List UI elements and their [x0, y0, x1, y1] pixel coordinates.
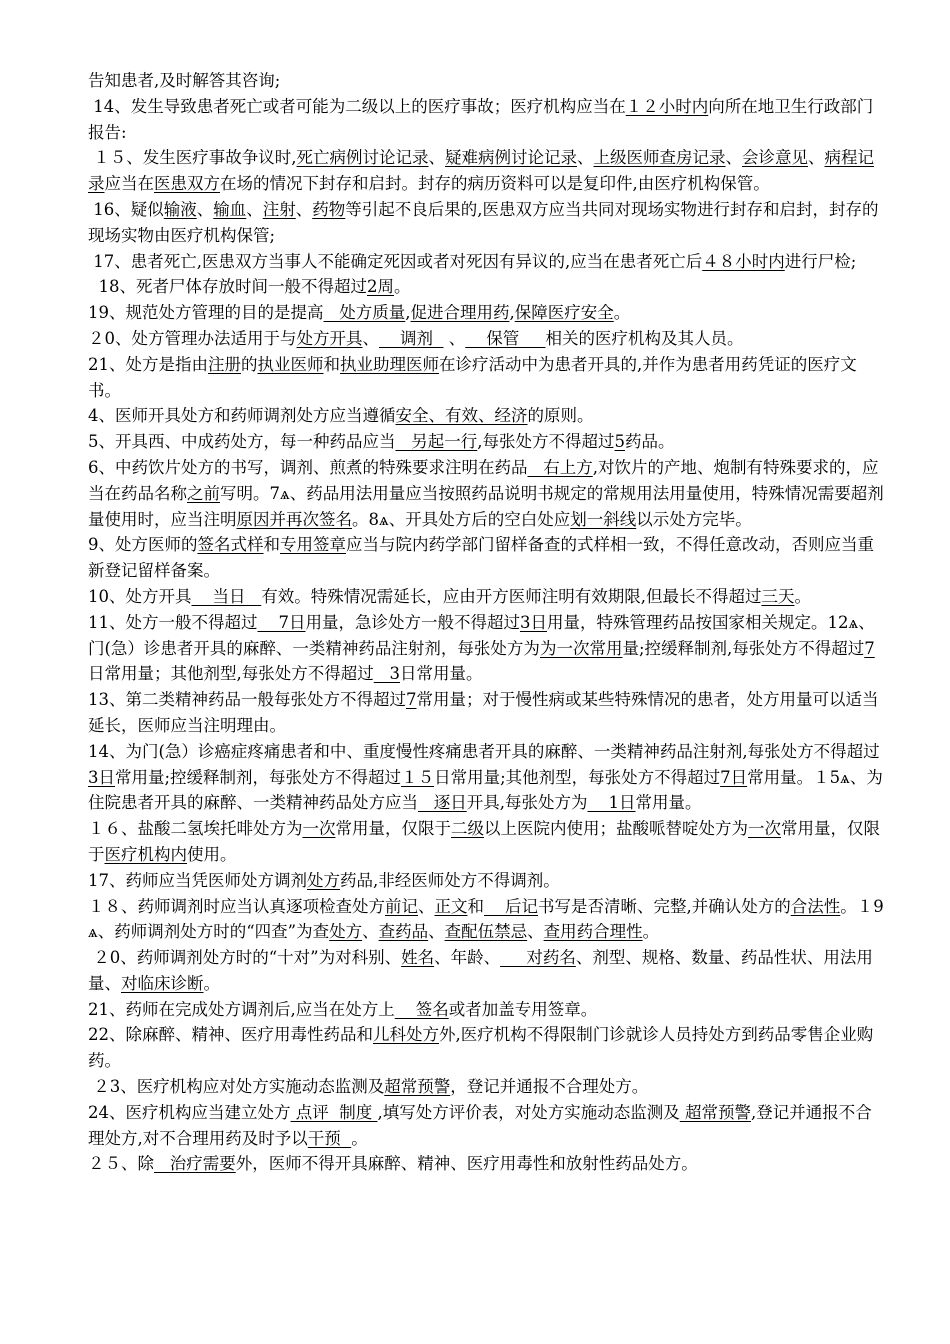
- document-paragraph: [88, 1074, 888, 1100]
- underlined-answer: 处方: [307, 870, 340, 890]
- underlined-answer: 保障医疗安全: [514, 303, 614, 323]
- text-run: 在场的情况下封存和启封。封存的病历资料可以是复印件,由医疗机构保管。: [220, 174, 770, 194]
- underlined-answer: 7日: [720, 767, 748, 787]
- underlined-answer: 专用签章: [280, 535, 346, 555]
- text-run: ２0、处方管理办法适用于与: [88, 328, 297, 348]
- underlined-answer: 注射: [262, 199, 296, 219]
- text-run: 。: [794, 586, 811, 606]
- text-run: 常用量，仅限于: [335, 819, 451, 839]
- document-paragraph: [88, 455, 888, 532]
- text-run: 24、医疗机构应当建立处方: [88, 1102, 291, 1122]
- text-run: 22、除麻醉、精神、医疗用毒性药品和: [88, 1025, 373, 1045]
- text-run: ,: [405, 303, 411, 323]
- text-run: 。１9ѧ、药师调剂处方时的“四查”为查: [88, 896, 884, 942]
- text-run: 、: [295, 199, 313, 219]
- text-run: 11、处方一般不得超过: [88, 612, 258, 632]
- text-run: 、: [362, 922, 379, 942]
- document-paragraph: [88, 68, 888, 94]
- text-run: 21、药师在完成处方调剂后,应当在处方上: [88, 999, 395, 1019]
- underlined-answer: 划一斜线: [570, 509, 637, 529]
- text-run: 14、发生导致患者死亡或者可能为二级以上的医疗事故；医疗机构应当在: [88, 96, 626, 116]
- text-run: 6、中药饮片处方的书写，调剂、煎煮的特殊要求注明在药品: [88, 457, 528, 477]
- text-run: 。: [613, 303, 631, 323]
- text-run: 。: [351, 1128, 368, 1148]
- underlined-answer: 签名式样: [197, 535, 264, 555]
- document-paragraph: [88, 868, 888, 894]
- document-page: [88, 68, 888, 1177]
- underlined-answer: 促进合理用药: [410, 303, 510, 323]
- underlined-answer: 查配伍禁忌: [444, 922, 528, 942]
- underlined-answer: 1日: [587, 793, 636, 813]
- document-paragraph: [88, 197, 888, 249]
- underlined-answer: 另起一行: [395, 432, 478, 452]
- text-run: 相关的医疗机构及其人员。: [545, 328, 744, 348]
- underlined-answer: 保管: [465, 328, 546, 348]
- underlined-answer: 7: [864, 638, 875, 658]
- text-run: 日常用量。: [399, 664, 483, 684]
- document-paragraph: [88, 403, 888, 429]
- underlined-answer: 上级医师查房记录: [593, 148, 726, 168]
- document-paragraph: [88, 429, 888, 455]
- underlined-answer: 输血: [213, 199, 247, 219]
- text-run: 和: [263, 535, 280, 555]
- text-run: 、剂型、规格、数量、药品性状、用法用量、: [88, 948, 873, 993]
- text-run: １５、发生医疗事故争议时,: [88, 148, 297, 168]
- document-paragraph: [88, 326, 888, 352]
- text-run: 用量，特殊管理药品按国家相关规定。12ѧ、门(急）诊患者开具的麻醉、一类精神药品注射剂，每张处方为: [88, 612, 875, 658]
- text-run: 17、药师应当凭医师处方调剂: [88, 870, 307, 890]
- underlined-answer: 处方: [329, 922, 363, 942]
- text-run: 外，医师不得开具麻醉、精神、医疗用毒性和放射性药品处方。: [235, 1154, 698, 1174]
- underlined-answer: 儿科处方: [373, 1025, 439, 1045]
- text-run: 、: [527, 922, 544, 942]
- underlined-answer: 3日: [88, 767, 115, 787]
- text-run: 使用。: [187, 844, 237, 864]
- text-run: 、: [808, 148, 825, 168]
- text-run: 、: [418, 896, 435, 916]
- text-run: 和: [323, 354, 340, 374]
- text-run: 21、处方是指由: [88, 354, 208, 374]
- text-run: 量;控缓释制剂,每张处方不得超过: [622, 638, 865, 658]
- text-run: 在诊疗活动中为患者开具的,并作为患者用药凭证的医疗文书。: [88, 354, 857, 400]
- underlined-answer: 2周: [367, 277, 394, 297]
- document-paragraph: [88, 94, 888, 146]
- text-run: 应当与院内药学部门留样备查的式样相一致，不得任意改动，否则应当重新登记留样备案。: [88, 535, 874, 581]
- document-paragraph: [88, 300, 888, 326]
- document-paragraph: [88, 532, 888, 584]
- underlined-answer: 原因并再次签名: [236, 509, 352, 529]
- underlined-answer: 正文: [434, 896, 468, 916]
- text-run: 。: [203, 973, 220, 993]
- text-run: 18、死者尸体存放时间一般不得超过: [88, 277, 367, 297]
- text-run: 、: [725, 148, 742, 168]
- underlined-answer: 3日: [519, 612, 547, 632]
- text-run: 向所在地卫生行政部门报告:: [88, 96, 874, 142]
- text-run: 以示处方完毕。: [636, 509, 752, 529]
- underlined-answer: 干预: [307, 1128, 352, 1148]
- text-run: 或者加盖专用签章。: [448, 999, 598, 1019]
- underlined-answer: 处方质量: [323, 303, 406, 323]
- underlined-answer: 对药名: [500, 948, 576, 968]
- underlined-answer: 疑难病例讨论记录: [445, 148, 577, 168]
- text-run: 5、开具西、中成药处方，每一种药品应当: [88, 432, 396, 452]
- underlined-answer: 合法性: [790, 896, 841, 916]
- document-paragraph: [88, 274, 888, 300]
- underlined-answer: 注册: [208, 354, 241, 374]
- underlined-answer: 药物: [312, 199, 346, 219]
- text-run: 、: [428, 148, 445, 168]
- underlined-answer: 逐日: [418, 793, 467, 813]
- text-run: 开具,每张处方为: [466, 793, 588, 813]
- text-run: ,每张处方不得超过: [477, 432, 615, 452]
- text-run: 有效。特殊情况需延长，应由开方医师注明有效期限,但最长不得超过: [261, 586, 762, 606]
- underlined-answer: 医患双方: [154, 174, 220, 194]
- underlined-answer: 前记: [385, 896, 418, 916]
- text-run: ２0、药师调剂处方时的“十对”为对科别、: [88, 948, 402, 968]
- text-run: 16、疑似: [88, 199, 164, 219]
- underlined-answer: 医疗机构内: [104, 844, 187, 864]
- document-paragraph: [88, 584, 888, 610]
- text-run: 。: [642, 922, 660, 942]
- document-paragraph: [88, 1022, 888, 1074]
- text-run: ,: [509, 303, 515, 323]
- text-run: 17、患者死亡,医患双方当事人不能确定死因或者对死因有异议的,应当在患者死亡后: [88, 251, 703, 271]
- underlined-answer: 7: [406, 690, 417, 710]
- underlined-answer: 5: [614, 432, 625, 452]
- text-run: 、: [362, 328, 379, 348]
- text-run: 等引起不良后果的,医患双方应当共同对现场实物进行封存和启封，封存的现场实物由医疗机构保管;: [88, 199, 879, 245]
- text-run: 常用量；对于慢性病或某些特殊情况的患者，处方用量可以适当延长，医师应当注明理由。: [88, 690, 879, 735]
- text-run: 。8ѧ、开具处方后的空白处应: [352, 509, 571, 529]
- text-run: 、: [577, 148, 594, 168]
- text-run: 14、为门(急）诊癌症疼痛患者和中、重度慢性疼痛患者开具的麻醉、一类精神药品注射剂,每张处方不得超过: [88, 741, 880, 761]
- text-run: 、: [246, 199, 263, 219]
- underlined-answer: 会诊意见: [742, 148, 808, 168]
- text-run: 日常用量；其他剂型,每张处方不得超过: [88, 664, 374, 684]
- text-run: 应当在: [104, 174, 154, 194]
- text-run: ,登记并通报不合理处方,对不合理用药及时予以: [88, 1102, 872, 1148]
- underlined-answer: 处方开具: [296, 328, 363, 348]
- underlined-answer: 执业助理医师: [340, 354, 439, 374]
- text-run: ，登记并通报不合理处方。: [450, 1077, 649, 1097]
- underlined-answer: 二级: [451, 819, 484, 839]
- text-run: 常用量。: [635, 793, 702, 813]
- underlined-answer: 为一次常用: [539, 638, 623, 658]
- document-paragraph: [88, 945, 888, 997]
- document-paragraph: [88, 739, 888, 816]
- text-run: １８、药师调剂时应当认真逐项检查处方: [88, 896, 385, 916]
- text-run: 4、医师开具处方和药师调剂处方应当遵循: [88, 406, 396, 426]
- underlined-answer: 之前: [187, 483, 220, 503]
- underlined-answer: 查用药合理性: [543, 922, 643, 942]
- underlined-answer: 姓名: [401, 948, 435, 968]
- underlined-answer: 死亡病例讨论记录: [296, 148, 429, 168]
- text-run: １６、盐酸二氢埃托啡处方为: [88, 819, 303, 839]
- text-run: 外,医疗机构不得限制门诊就诊人员持处方到药品零售企业购药。: [88, 1025, 874, 1071]
- text-run: 书写是否清晰、完整,并确认处方的: [537, 896, 791, 916]
- underlined-answer: 查药品: [378, 922, 429, 942]
- text-run: 的: [241, 354, 258, 374]
- text-run: 、: [428, 922, 445, 942]
- text-run: 和: [467, 896, 484, 916]
- text-run: 、: [196, 199, 214, 219]
- text-run: ２3、医疗机构应对处方实施动态监测及: [88, 1077, 385, 1097]
- underlined-answer: 7日: [257, 612, 306, 632]
- text-run: 药品,非经医师处方不得调剂。: [340, 870, 560, 890]
- document-paragraph: [88, 1100, 888, 1152]
- underlined-answer: 签名: [394, 999, 449, 1019]
- underlined-answer: １５: [401, 767, 435, 787]
- underlined-answer: 一次: [302, 819, 336, 839]
- text-run: ,对饮片的产地、炮制有特殊要求的，应当在药品名称: [88, 457, 879, 503]
- text-run: 、年龄、: [434, 948, 501, 968]
- underlined-answer: 调剂: [379, 328, 444, 348]
- underlined-answer: 治疗需要: [154, 1154, 236, 1174]
- document-paragraph: [88, 352, 888, 404]
- underlined-answer: 超常预警: [679, 1102, 751, 1122]
- underlined-answer: １２小时内: [625, 96, 709, 116]
- text-run: 19、规范处方管理的目的是提高: [88, 303, 324, 323]
- underlined-answer: 安全、有效、经济: [395, 406, 528, 426]
- text-run: 药品。: [625, 432, 675, 452]
- text-run: 常用量。１5ѧ、为住院患者开具的麻醉、一类精神药品处方应当: [88, 767, 883, 813]
- underlined-answer: 超常预警: [384, 1077, 451, 1097]
- underlined-answer: 执业医师: [257, 354, 324, 374]
- underlined-answer: 当日: [191, 586, 262, 606]
- text-run: 、: [443, 328, 466, 348]
- text-run: 10、处方开具: [88, 586, 192, 606]
- document-paragraph: [88, 1151, 888, 1177]
- underlined-answer: 输液: [163, 199, 197, 219]
- document-paragraph: [88, 687, 888, 739]
- text-run: 以上医院内使用；盐酸哌替啶处方为: [484, 819, 748, 839]
- underlined-answer: 对临床诊断: [121, 973, 204, 993]
- underlined-answer: 一次: [748, 819, 781, 839]
- text-run: 用量，急诊处方一般不得超过: [305, 612, 520, 632]
- underlined-answer: 后记: [484, 896, 538, 916]
- document-paragraph: [88, 816, 888, 868]
- text-run: 日常用量;其他剂型，每张处方不得超过: [434, 767, 721, 787]
- underlined-answer: 点评 制度: [290, 1102, 378, 1122]
- text-run: 写明。7ѧ、药品用法用量应当按照药品说明书规定的常规用法用量使用，特殊情况需要超剂量使用时，应当注明: [88, 483, 884, 529]
- document-paragraph: [88, 894, 888, 946]
- text-run: 9、处方医师的: [88, 535, 198, 555]
- text-run: 常用量，仅限于: [88, 819, 880, 864]
- text-run: ２５、除: [88, 1154, 154, 1174]
- underlined-answer: 病程记录: [88, 148, 874, 194]
- document-paragraph: [88, 610, 888, 687]
- underlined-answer: 3: [373, 664, 400, 684]
- underlined-answer: ４８小时内: [702, 251, 785, 271]
- document-paragraph: [88, 249, 888, 275]
- underlined-answer: 右上方: [527, 457, 593, 477]
- text-run: 。: [394, 277, 411, 297]
- text-run: 的原则。: [527, 406, 594, 426]
- text-run: 告知患者,及时解答其咨询;: [88, 71, 281, 90]
- text-run: 13、第二类精神药品一般每张处方不得超过: [88, 690, 406, 710]
- underlined-answer: 三天: [761, 586, 795, 606]
- document-paragraph: [88, 145, 888, 197]
- text-run: 进行尸检;: [784, 251, 857, 271]
- document-paragraph: [88, 997, 888, 1023]
- text-run: 常用量;控缓释制剂，每张处方不得超过: [115, 767, 402, 787]
- text-run: ,填写处方评价表，对处方实施动态监测及: [377, 1102, 680, 1122]
